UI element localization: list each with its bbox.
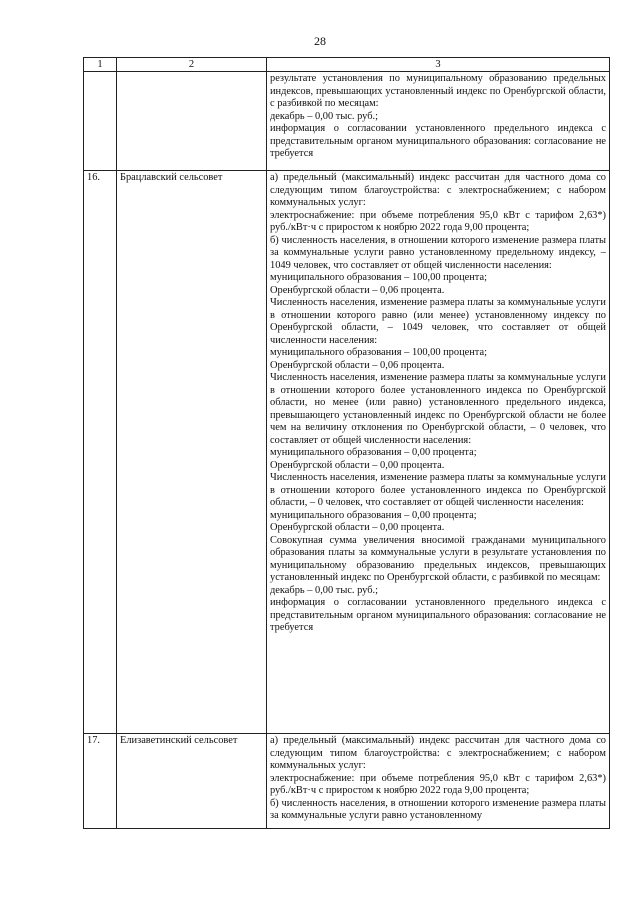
text-line: Численность населения, изменение размера платы за коммунальные услуги в отношении которого более установленного индекса по Оренбургской области, – 0 человек, что составляет от общей численности населения: xyxy=(270,472,606,508)
cell-number xyxy=(84,72,117,171)
column-header-1: 1 xyxy=(84,58,117,72)
page-number: 28 xyxy=(314,34,326,48)
cell-details xyxy=(267,171,610,734)
text-line: декабрь – 0,00 тыс. руб.; xyxy=(270,110,379,122)
text-line: электроснабжение: при объеме потребления 95,0 кВт с тарифом 2,63*) руб./кВт·ч с приростом к ноябрю 2022 года 9,00 процента; xyxy=(270,209,606,233)
text-line: а) предельный (максимальный) индекс рассчитан для частного дома со следующим типом благоустройства: с электроснабжением; с набором коммунальных услуг: xyxy=(270,172,606,208)
cell-details xyxy=(267,72,610,171)
text-line: муниципального образования – 100,00 процента; xyxy=(270,272,487,283)
column-header-2: 2 xyxy=(117,58,267,72)
table-row-continuation xyxy=(84,72,610,171)
text-line: электроснабжение: при объеме потребления 95,0 кВт с тарифом 2,63*) руб./кВт·ч с приростом к ноябрю 2022 года 9,00 процента; xyxy=(270,772,606,796)
text-line: Оренбургской области – 0,00 процента. xyxy=(270,522,445,533)
text-line: муниципального образования – 100,00 процента; xyxy=(270,347,487,358)
municipal-index-table xyxy=(83,57,610,829)
cell-details xyxy=(267,734,610,829)
table-row xyxy=(84,734,610,829)
cell-number: 16. xyxy=(84,171,117,734)
table-header-row xyxy=(84,58,610,72)
text-line: б) численность населения, в отношении которого изменение размера платы за коммунальные услуги равно установленному предельному индексу, – 1049 человек, что составляет от общей численности населения: xyxy=(270,234,606,271)
text-line: информация о согласовании установленного предельного индекса с представительным органом муниципального образования: согласование не требуется xyxy=(270,123,606,159)
cell-name: Елизаветинский сельсовет xyxy=(117,734,267,829)
text-line: Совокупная сумма увеличения вносимой гражданами муниципального образования платы за коммунальные услуги в результате установления по муниципальному образованию предельных индексов, превышающих установленный индекс по Оренбургской области, с разбивкой по месяцам: xyxy=(270,534,606,583)
text-line: Численность населения, изменение размера платы за коммунальные услуги в отношении которого равно (или менее) установленному индексу по Оренбургской области, – 1049 человек, что составляет от общей численности населения: xyxy=(270,297,606,346)
text-line: муниципального образования – 0,00 процента; xyxy=(270,447,477,458)
text-line: Численность населения, изменение размера платы за коммунальные услуги в отношении которого более установленного индекса по Оренбургской области, но менее (или равно) установленного предельного индекса, превышающего установленный индекс по Оренбургской области не более чем на величину отклонения по Оренбургской области, – 0 человек, что составляет от общей численности населения: xyxy=(270,372,606,446)
text-line: Оренбургской области – 0,06 процента. xyxy=(270,284,445,296)
text-line: муниципального образования – 0,00 процента; xyxy=(270,509,477,521)
text-line: информация о согласовании установленного предельного индекса с представительным органом муниципального образования: согласование не требуется xyxy=(270,597,606,633)
text-line: Оренбургской области – 0,00 процента. xyxy=(270,459,445,471)
cell-number: 17. xyxy=(84,734,117,829)
cell-name xyxy=(117,72,267,171)
cell-name: Брацлавский сельсовет xyxy=(117,171,267,734)
column-header-3: 3 xyxy=(267,58,610,72)
text-line: Оренбургской области – 0,06 процента. xyxy=(270,359,445,371)
text-line: б) численность населения, в отношении которого изменение размера платы за коммунальные услуги равно установленному xyxy=(270,797,606,821)
text-line: результате установления по муниципальному образованию предельных индексов, превышающих установленный индекс по Оренбургской области, с разбивкой по месяцам: xyxy=(270,73,606,109)
text-line: декабрь – 0,00 тыс. руб.; xyxy=(270,584,379,596)
text-line: а) предельный (максимальный) индекс рассчитан для частного дома со следующим типом благоустройства: с электроснабжением; с набором коммунальных услуг: xyxy=(270,735,606,771)
table-row xyxy=(84,171,610,734)
